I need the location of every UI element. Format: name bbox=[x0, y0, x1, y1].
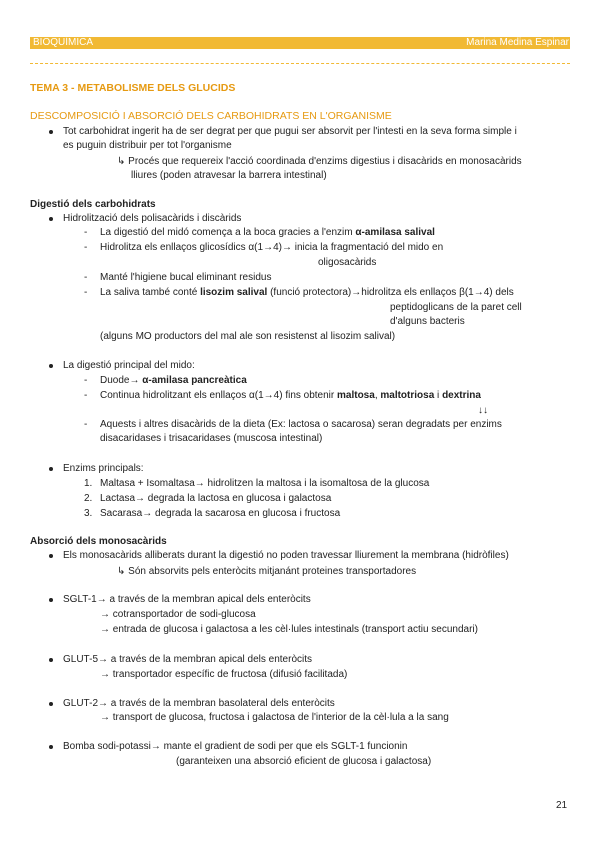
bullet-dot bbox=[49, 702, 53, 706]
digestio-e3a: Aquests i altres disacàrids de la dieta (Ex: lactosa o sacarosa) seran degradats per enzims bbox=[100, 419, 502, 430]
glut2-detail: → transport de glucosa, fructosa i galactosa de l'interior de la cèl·lula a la sang bbox=[100, 712, 449, 723]
digestio-d1: La digestió del midó comença a la boca gracies a l'enzim α-amilasa salival bbox=[100, 227, 435, 238]
bullet-dot bbox=[49, 467, 53, 471]
intro-line1: Tot carbohidrat ingerit ha de ser degrat per que pugui ser absorvit per l'intesti en la seva forma simple i bbox=[63, 126, 517, 137]
dash-marker: - bbox=[84, 272, 88, 283]
digestio-d4: La saliva també conté lisozim salival (funció protectora)→hidrolitza els enllaços β(1→4) dels bbox=[100, 287, 514, 298]
enzyme-item: Lactasa→ degrada la lactosa en glucosa i galactosa bbox=[100, 493, 332, 504]
digestio-d2a: Hidrolitza els enllaços glicosídics α(1→4)→ inicia la fragmentació del mido en bbox=[100, 242, 444, 253]
bullet-dot bbox=[49, 598, 53, 602]
glut2-line: GLUT-2→ a través de la membran basolateral dels enteròcits bbox=[63, 698, 335, 709]
bomba-line: Bomba sodi-potassi→ mante el gradient de sodi per que els SGLT-1 funcionin bbox=[63, 741, 408, 752]
enzyme-number: 1. bbox=[84, 478, 93, 489]
header-subject: BIOQUÍMICA bbox=[33, 37, 94, 48]
intro-sub1: ↳ Procés que requereix l'acció coordinada d'enzims digestius i disacàrids en monosacàrids bbox=[117, 156, 522, 167]
down-arrows: ↓↓ bbox=[478, 405, 488, 416]
digestio-e3b: disacaridases i trisacaridases (muscosa intestinal) bbox=[100, 433, 323, 444]
absorcio-b1-sub: ↳ Són absorvits pels enteròcits mitjanánt proteines transportadores bbox=[117, 566, 417, 577]
bullet-dot bbox=[49, 554, 53, 558]
bullet-dot bbox=[49, 130, 53, 134]
enzyme-item: Maltasa + Isomaltasa→ hidrolitzen la maltosa i la isomaltosa de la glucosa bbox=[100, 478, 430, 489]
digestio-d2b: oligosacàrids bbox=[318, 257, 377, 268]
sglt1-line: SGLT-1→ a través de la membran apical dels enteròcits bbox=[63, 594, 311, 605]
glut5-detail: → transportador específic de fructosa (difusió facilitada) bbox=[100, 669, 348, 680]
section-title: DESCOMPOSICIÓ I ABSORCIÓ DELS CARBOHIDRATS EN L'ORGANISME bbox=[30, 110, 392, 122]
intro-sub2: lliures (poden atravesar la barrera intestinal) bbox=[131, 170, 327, 181]
bullet-dot bbox=[49, 658, 53, 662]
digestio-d4c: d'alguns bacteris bbox=[390, 316, 465, 327]
bullet-dot bbox=[49, 217, 53, 221]
page-number: 21 bbox=[556, 800, 568, 811]
dash-marker: - bbox=[84, 227, 88, 238]
dash-marker: - bbox=[84, 287, 88, 298]
header-divider bbox=[30, 63, 570, 64]
bomba-detail: (garanteixen una absorció eficient de glucosa i galactosa) bbox=[176, 756, 432, 767]
absorcio-b1: Els monosacàrids alliberats durant la digestió no poden travessar lliurement la membrana (hidròfiles) bbox=[63, 550, 509, 561]
sglt1-detail-a: → cotransportador de sodi-glucosa bbox=[100, 609, 256, 620]
digestio-heading: Digestió dels carbohidrats bbox=[30, 199, 156, 210]
enzyme-item: Sacarasa→ degrada la sacarosa en glucosa i fructosa bbox=[100, 508, 341, 519]
digestio-b2: La digestió principal del mido: bbox=[63, 360, 195, 371]
digestio-e2: Continua hidrolitzant els enllaços α(1→4) fins obtenir maltosa, maltotriosa i dextrina bbox=[100, 390, 481, 401]
tema-title: TEMA 3 - METABOLISME DELS GLUCIDS bbox=[30, 82, 236, 94]
bullet-dot bbox=[49, 364, 53, 368]
glut5-line: GLUT-5→ a través de la membran apical dels enteròcits bbox=[63, 654, 312, 665]
digestio-d4b: peptidoglicans de la paret cell bbox=[390, 302, 522, 313]
enzyme-number: 3. bbox=[84, 508, 93, 519]
digestio-b3: Enzims principals: bbox=[63, 463, 144, 474]
digestio-d3: Manté l'higiene bucal eliminant residus bbox=[100, 272, 272, 283]
bullet-dot bbox=[49, 745, 53, 749]
enzyme-number: 2. bbox=[84, 493, 93, 504]
digestio-b1: Hidrolització dels polisacàrids i discàrids bbox=[63, 213, 242, 224]
dash-marker: - bbox=[84, 375, 88, 386]
intro-line2: es puguin distribuir per tot l'organisme bbox=[63, 140, 232, 151]
sglt1-detail-b: → entrada de glucosa i galactosa a les cèl·lules intestinals (transport actiu secundari) bbox=[100, 624, 478, 635]
dash-marker: - bbox=[84, 419, 88, 430]
dash-marker: - bbox=[84, 390, 88, 401]
dash-marker: - bbox=[84, 242, 88, 253]
digestio-e1: Duode→ α-amilasa pancreàtica bbox=[100, 375, 247, 386]
digestio-d4-note: (alguns MO productors del mal ale son resistenst al lisozim salival) bbox=[100, 331, 396, 342]
header-author: Marina Medina Espinar bbox=[466, 37, 569, 48]
absorcio-heading: Absorció dels monosacàrids bbox=[30, 536, 167, 547]
